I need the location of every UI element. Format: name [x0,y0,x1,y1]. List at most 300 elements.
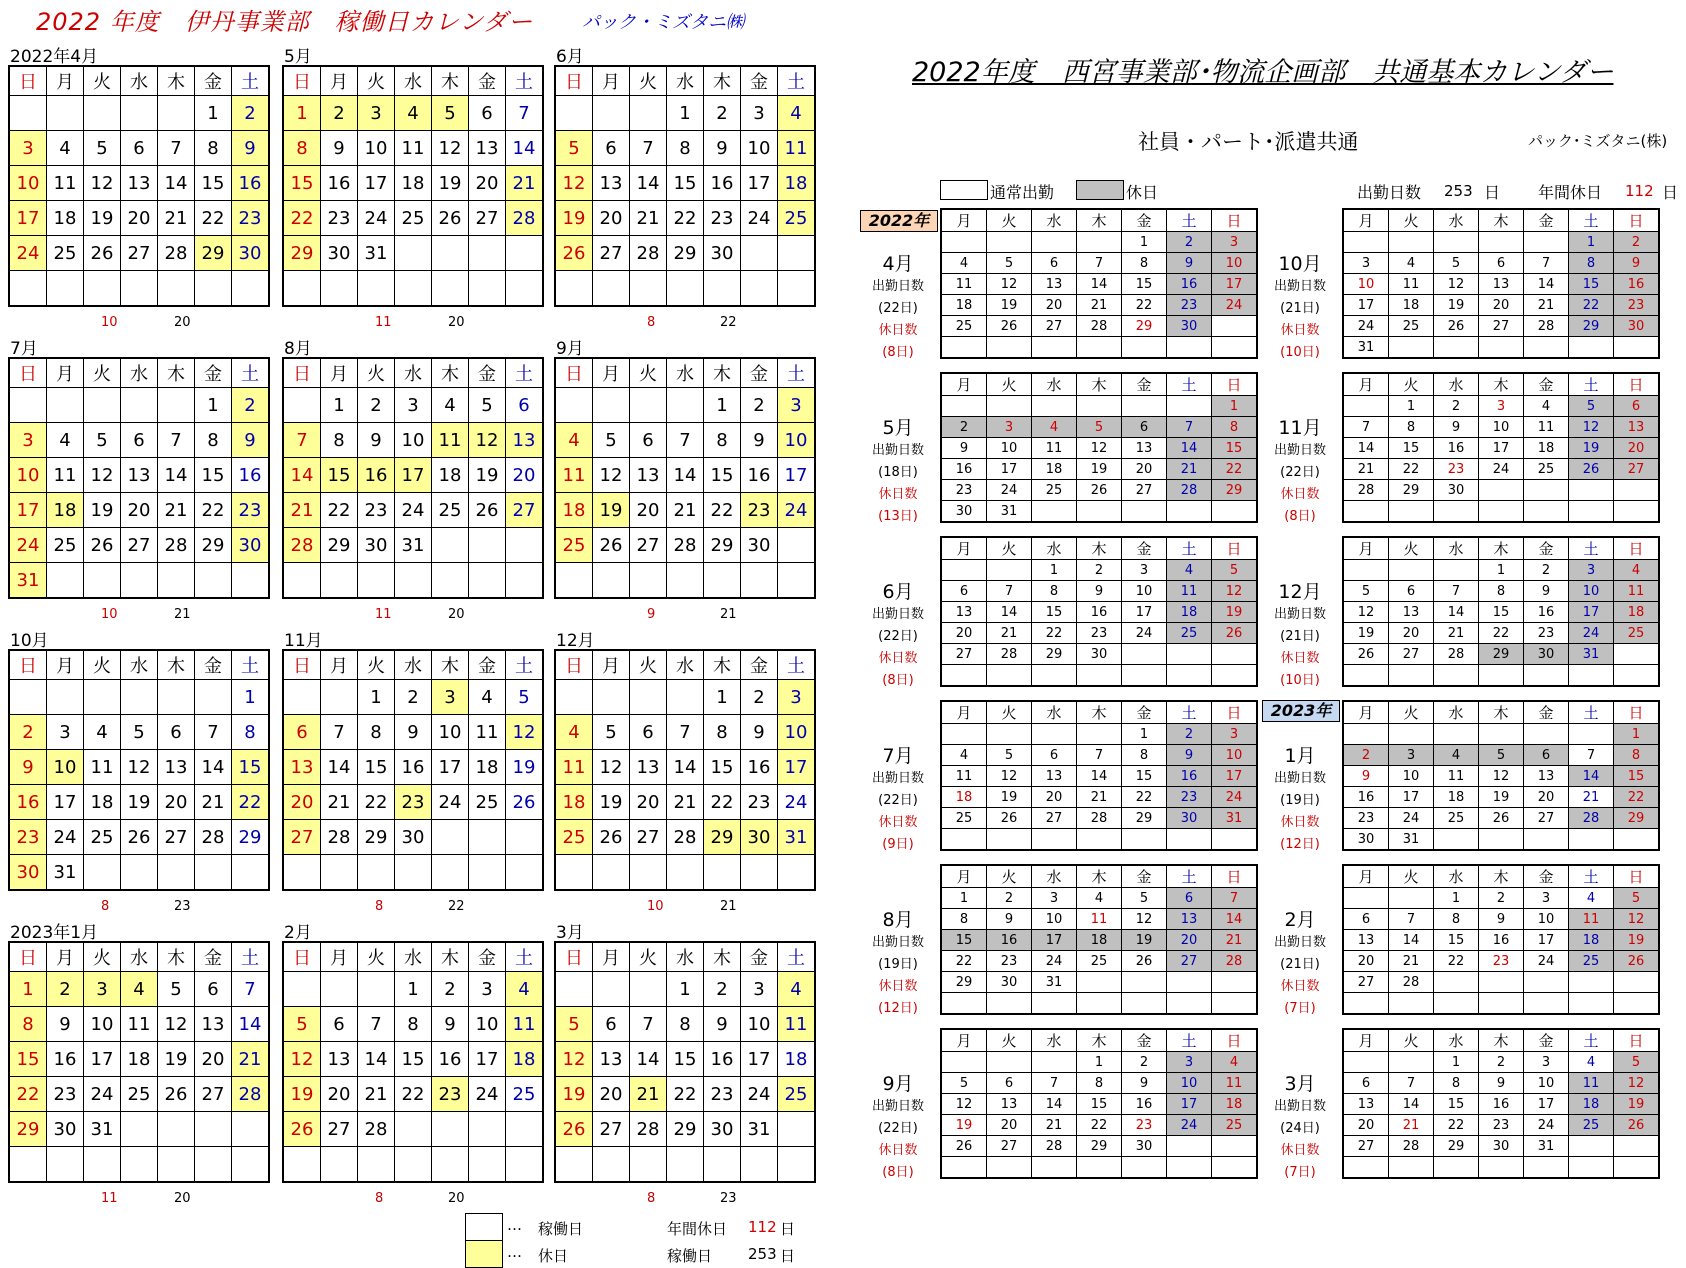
day-cell: 31 [987,501,1032,523]
day-cell: 14 [1389,1094,1434,1115]
day-cell: 11 [395,131,432,166]
day-cell: 4 [778,96,816,131]
day-cell: 31 [358,236,395,271]
weekday-header-row [941,373,1257,396]
work-days-count: (21日) [1280,301,1320,316]
day-cell: 21 [1343,459,1389,480]
day-cell: 15 [195,458,232,493]
day-cell: 13 [1614,417,1660,438]
annual-off-label: 年間休日 [1538,183,1603,202]
day-cell [1077,1157,1122,1179]
day-cell: 3 [1212,232,1258,253]
day-cell: 5 [941,1073,987,1094]
day-cell: 4 [1614,560,1660,581]
day-cell: 19 [1569,438,1614,459]
day-cell: 21 [358,1077,395,1112]
day-cell [469,271,506,307]
weekday-header: 土 [232,942,270,972]
day-cell: 2 [1479,888,1524,909]
day-cell [283,1147,321,1183]
day-cell [778,855,816,891]
day-cell: 14 [195,750,232,785]
day-cell: 18 [432,458,469,493]
work-days-caption: 出勤日数 [871,935,924,950]
day-cell: 31 [1389,829,1434,851]
day-cell: 9 [1167,253,1212,274]
day-cell: 20 [158,785,195,820]
day-cell [778,271,816,307]
day-cell: 30 [1167,808,1212,829]
day-cell [1167,1136,1212,1157]
day-cell: 21 [506,166,544,201]
day-cell: 20 [1032,295,1077,316]
week-row [283,785,543,820]
day-cell [121,563,158,599]
day-cell: 21 [1524,295,1569,316]
day-cell: 14 [283,458,321,493]
day-cell: 26 [158,1077,195,1112]
day-cell: 19 [283,1077,321,1112]
day-cell [158,680,195,715]
day-cell: 23 [1434,459,1479,480]
day-cell: 4 [941,253,987,274]
weekday-header: 木 [432,942,469,972]
month-info [1260,744,1340,856]
week-row [555,96,815,131]
off-count: 8 [101,899,110,914]
off-days-count: (8日) [882,345,914,360]
month-calendar [1342,372,1660,523]
day-cell: 23 [1122,1115,1167,1136]
day-cell [432,563,469,599]
day-cell: 10 [778,423,816,458]
week-row [555,458,815,493]
day-cell: 22 [1434,951,1479,972]
day-cell: 9 [321,131,358,166]
weekday-header: 金 [1122,865,1167,888]
day-cell [321,563,358,599]
week-row [1343,1094,1659,1115]
day-cell [1434,829,1479,851]
day-cell: 17 [432,750,469,785]
day-cell: 9 [1077,581,1122,602]
week-row [941,1052,1257,1073]
work-days-caption: 出勤日数 [871,279,924,294]
day-cell [1122,396,1167,417]
day-cell: 26 [1343,644,1389,665]
day-cell [1524,993,1569,1015]
day-cell: 5 [987,253,1032,274]
week-row [9,131,269,166]
day-cell: 7 [283,423,321,458]
day-cell: 29 [321,528,358,563]
weekday-header-row [9,66,269,96]
off-count: 8 [375,899,384,914]
weekday-header: 木 [1479,865,1524,888]
day-cell: 29 [358,820,395,855]
day-cell [1434,724,1479,745]
weekday-header: 水 [667,650,704,680]
week-row [283,1077,543,1112]
day-cell: 6 [1524,745,1569,766]
weekday-header: 土 [232,358,270,388]
day-cell: 29 [941,972,987,993]
week-row [9,388,269,423]
day-cell [630,563,667,599]
week-row [941,560,1257,581]
day-cell: 27 [1389,644,1434,665]
weekday-header: 金 [195,66,232,96]
day-cell: 1 [941,888,987,909]
weekday-header-row [941,865,1257,888]
day-cell: 18 [1032,459,1077,480]
month-label: 2023年1月 [10,923,99,943]
week-row [9,750,269,785]
day-cell: 16 [704,1042,741,1077]
day-cell: 12 [987,766,1032,787]
day-cell: 28 [158,528,195,563]
week-row [941,1115,1257,1136]
day-cell: 12 [469,423,506,458]
day-cell: 23 [1077,623,1122,644]
day-cell: 10 [1524,1073,1569,1094]
work-days-count: (24日) [1280,1121,1320,1136]
weekday-header: 金 [1122,537,1167,560]
legend-off-label: 休日 [538,1247,569,1265]
week-row [1343,417,1659,438]
weekday-header: 月 [941,373,987,396]
day-cell: 10 [469,1007,506,1042]
day-cell: 8 [1569,253,1614,274]
weekday-header: 火 [630,358,667,388]
day-cell: 12 [283,1042,321,1077]
month-label: 7月 [10,339,38,359]
day-cell: 29 [195,236,232,271]
month-name: 11月 [1278,417,1322,439]
week-row [555,528,815,563]
day-cell [941,1052,987,1073]
day-cell: 2 [741,680,778,715]
day-cell: 20 [593,201,630,236]
weekday-header: 火 [84,942,121,972]
day-cell: 7 [1389,909,1434,930]
weekday-header: 水 [1032,865,1077,888]
weekday-header: 水 [395,942,432,972]
day-cell: 25 [1434,808,1479,829]
weekday-header: 水 [1032,373,1077,396]
day-cell [432,1147,469,1183]
day-cell: 12 [432,131,469,166]
weekday-header: 木 [1077,209,1122,232]
day-cell: 9 [1614,253,1660,274]
day-cell [321,972,358,1007]
off-days-count: (12日) [1280,837,1320,852]
work-days-count: (22日) [878,793,918,808]
day-cell: 9 [432,1007,469,1042]
off-count: 9 [647,607,656,622]
day-cell: 25 [555,528,593,563]
day-cell: 24 [1524,951,1569,972]
work-days-count: (22日) [878,629,918,644]
week-row [283,528,543,563]
day-cell: 2 [1167,724,1212,745]
day-cell [1524,232,1569,253]
day-cell [1389,665,1434,687]
day-cell: 1 [667,972,704,1007]
weekday-header: 木 [1479,373,1524,396]
day-cell: 20 [1167,930,1212,951]
day-cell [555,1147,593,1183]
day-cell: 10 [741,1007,778,1042]
week-row [1343,993,1659,1015]
weekday-header: 水 [121,650,158,680]
day-cell: 21 [195,785,232,820]
month-info [858,744,938,856]
day-cell: 17 [358,166,395,201]
day-cell: 16 [395,750,432,785]
month-info [858,580,938,692]
week-row [1343,438,1659,459]
off-days-caption: 休日数 [1280,1143,1320,1158]
day-cell: 23 [987,951,1032,972]
day-cell [1389,337,1434,359]
day-cell: 28 [1434,644,1479,665]
day-cell [1614,993,1660,1015]
legend-off-gray-swatch [1076,180,1124,200]
day-cell: 18 [1434,787,1479,808]
day-cell: 3 [84,972,121,1007]
day-cell [121,96,158,131]
day-cell: 14 [1389,930,1434,951]
day-cell [555,388,593,423]
day-cell: 29 [1122,808,1167,829]
work-days-caption: 出勤日数 [1273,607,1326,622]
day-cell: 7 [158,423,195,458]
day-cell: 2 [47,972,84,1007]
off-days-count: (12日) [878,1001,918,1016]
week-row [941,1157,1257,1179]
day-cell [84,96,121,131]
work-days-caption: 出勤日数 [1273,279,1326,294]
day-cell: 23 [1524,623,1569,644]
day-cell: 23 [1479,951,1524,972]
day-cell [741,563,778,599]
day-cell [741,271,778,307]
day-cell: 5 [469,388,506,423]
day-cell: 27 [506,493,544,528]
work-days-caption: 出勤日数 [1273,443,1326,458]
week-row [283,715,543,750]
off-days-count: (8日) [882,1165,914,1180]
day-cell: 20 [1614,438,1660,459]
week-row [9,1147,269,1183]
day-cell: 30 [358,528,395,563]
day-cell: 28 [232,1077,270,1112]
day-cell: 14 [158,166,195,201]
month-label: 3月 [556,923,584,943]
day-cell: 13 [195,1007,232,1042]
work-days-caption: 出勤日数 [1273,771,1326,786]
off-days-count: (8日) [1284,509,1316,524]
day-cell: 8 [195,131,232,166]
day-cell [1614,829,1660,851]
day-cell [1434,665,1479,687]
day-cell: 5 [84,423,121,458]
day-cell: 1 [1614,724,1660,745]
day-cell: 1 [395,972,432,1007]
day-cell: 5 [432,96,469,131]
weekday-header: 土 [506,650,544,680]
day-cell: 22 [1479,623,1524,644]
day-cell [1569,337,1614,359]
day-cell: 11 [432,423,469,458]
day-cell: 29 [1212,480,1258,501]
day-cell: 18 [1614,602,1660,623]
week-row [555,201,815,236]
day-cell [1122,337,1167,359]
day-cell: 15 [704,750,741,785]
day-cell: 2 [1434,396,1479,417]
day-cell: 8 [321,423,358,458]
day-cell: 30 [1343,829,1389,851]
weekday-header: 月 [593,358,630,388]
day-cell: 18 [555,785,593,820]
day-cell: 5 [84,131,121,166]
day-cell: 15 [1434,930,1479,951]
week-row [1343,623,1659,644]
day-cell: 6 [283,715,321,750]
day-cell: 11 [778,1007,816,1042]
day-cell [1122,972,1167,993]
day-cell [9,271,47,307]
day-cell: 25 [432,493,469,528]
day-cell: 8 [358,715,395,750]
day-cell [778,1147,816,1183]
day-cell: 7 [195,715,232,750]
day-cell: 3 [1167,1052,1212,1073]
day-cell: 28 [630,236,667,271]
month-calendar [554,65,816,307]
day-cell: 15 [1077,1094,1122,1115]
day-cell: 23 [232,201,270,236]
weekday-header: 木 [1077,1029,1122,1052]
legend-work-mark: … [507,1216,522,1234]
month-name: 9月 [882,1073,914,1095]
day-cell: 29 [704,528,741,563]
day-cell: 8 [1212,417,1258,438]
day-cell: 10 [741,131,778,166]
week-row [941,972,1257,993]
day-cell: 15 [283,166,321,201]
day-cell: 24 [778,493,816,528]
day-cell [469,820,506,855]
day-cell: 8 [395,1007,432,1042]
day-cell [1343,724,1389,745]
day-cell: 13 [1343,1094,1389,1115]
day-cell [1167,993,1212,1015]
day-cell: 16 [358,458,395,493]
day-cell: 5 [158,972,195,1007]
weekday-header: 金 [469,942,506,972]
day-cell: 18 [47,201,84,236]
day-cell [1212,1157,1258,1179]
off-count: 8 [647,1191,656,1206]
day-cell: 18 [1077,930,1122,951]
day-cell [630,972,667,1007]
day-cell: 24 [987,480,1032,501]
month-calendar [282,65,544,307]
day-cell: 10 [1032,909,1077,930]
day-cell: 15 [1434,1094,1479,1115]
day-cell: 19 [432,166,469,201]
day-cell: 10 [432,715,469,750]
off-days-caption: 休日数 [1280,487,1320,502]
day-cell [593,680,630,715]
month-calendar [940,864,1258,1015]
day-cell: 11 [1569,1073,1614,1094]
weekday-header: 月 [321,66,358,96]
day-cell: 16 [47,1042,84,1077]
weekday-header: 水 [1434,865,1479,888]
day-cell: 9 [232,131,270,166]
day-cell: 20 [630,493,667,528]
day-cell: 3 [9,423,47,458]
day-cell: 21 [1212,930,1258,951]
work-count: 22 [720,315,737,330]
month-calendar [940,372,1258,523]
weekday-header-row [555,650,815,680]
day-cell: 4 [47,423,84,458]
day-cell [232,1112,270,1147]
day-cell: 3 [432,680,469,715]
day-cell [1614,480,1660,501]
day-cell: 19 [506,750,544,785]
day-cell: 18 [778,1042,816,1077]
day-cell: 15 [667,1042,704,1077]
day-cell [47,680,84,715]
month-calendar [1342,208,1660,359]
weekday-header: 土 [1167,209,1212,232]
weekday-header: 金 [741,66,778,96]
day-cell: 24 [778,785,816,820]
day-cell [47,563,84,599]
day-cell: 7 [667,715,704,750]
day-cell: 22 [232,785,270,820]
day-cell: 17 [395,458,432,493]
week-row [9,528,269,563]
day-cell [630,96,667,131]
day-cell: 30 [395,820,432,855]
week-row [555,423,815,458]
weekday-header-row [283,358,543,388]
day-cell: 17 [1122,602,1167,623]
week-row [9,855,269,891]
weekday-header: 火 [1389,865,1434,888]
day-cell: 3 [358,96,395,131]
day-cell: 30 [47,1112,84,1147]
day-cell [1122,665,1167,687]
weekday-header: 土 [1569,701,1614,724]
day-cell: 20 [1343,951,1389,972]
week-row [941,501,1257,523]
day-cell: 21 [987,623,1032,644]
day-cell [1569,1136,1614,1157]
day-cell [1032,501,1077,523]
day-cell: 1 [283,96,321,131]
day-cell [630,1147,667,1183]
day-cell [158,388,195,423]
week-row [941,808,1257,829]
